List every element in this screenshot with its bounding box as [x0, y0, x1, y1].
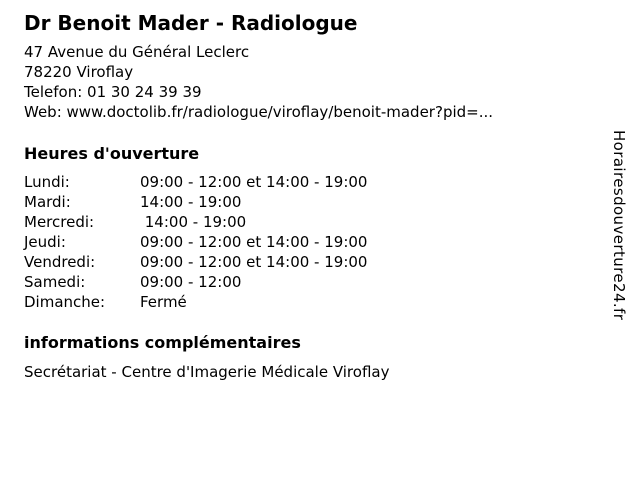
contact-block [24, 42, 493, 122]
hours-row-thursday [24, 232, 367, 252]
day-hours: 09:00 - 12:00 [140, 273, 242, 291]
hours-row-tuesday [24, 192, 367, 212]
hours-row-friday [24, 252, 367, 272]
hours-row-sunday [24, 292, 367, 312]
day-label: Samedi: [24, 273, 86, 291]
hours-row-monday [24, 172, 367, 192]
day-hours: Fermé [140, 293, 187, 311]
additional-info-text: Secrétariat - Centre d'Imagerie Médicale Viroflay [24, 363, 390, 381]
day-label: Mercredi: [24, 213, 95, 231]
phone-line: Telefon: 01 30 24 39 39 [24, 83, 202, 101]
address-line-1: 47 Avenue du Général Leclerc [24, 43, 250, 61]
site-watermark-vertical: Horairesdouverture24.fr [610, 130, 628, 321]
day-hours: 09:00 - 12:00 et 14:00 - 19:00 [140, 173, 368, 191]
day-label: Lundi: [24, 173, 70, 191]
page-title: Dr Benoit Mader - Radiologue [24, 11, 358, 35]
website-line: Web: www.doctolib.fr/radiologue/viroflay/benoit-mader?pid=... [24, 103, 494, 121]
day-label: Vendredi: [24, 253, 96, 271]
additional-info-heading: informations complémentaires [24, 333, 301, 352]
day-hours: 09:00 - 12:00 et 14:00 - 19:00 [140, 253, 368, 271]
address-line-2: 78220 Viroflay [24, 63, 134, 81]
day-hours: 14:00 - 19:00 [140, 193, 242, 211]
hours-row-saturday [24, 272, 367, 292]
opening-hours-table [24, 172, 367, 312]
day-hours: 14:00 - 19:00 [140, 213, 247, 231]
day-label: Jeudi: [24, 233, 66, 251]
day-label: Dimanche: [24, 293, 106, 311]
hours-row-wednesday [24, 212, 367, 232]
day-label: Mardi: [24, 193, 71, 211]
day-hours: 09:00 - 12:00 et 14:00 - 19:00 [140, 233, 368, 251]
opening-hours-heading: Heures d'ouverture [24, 144, 200, 163]
